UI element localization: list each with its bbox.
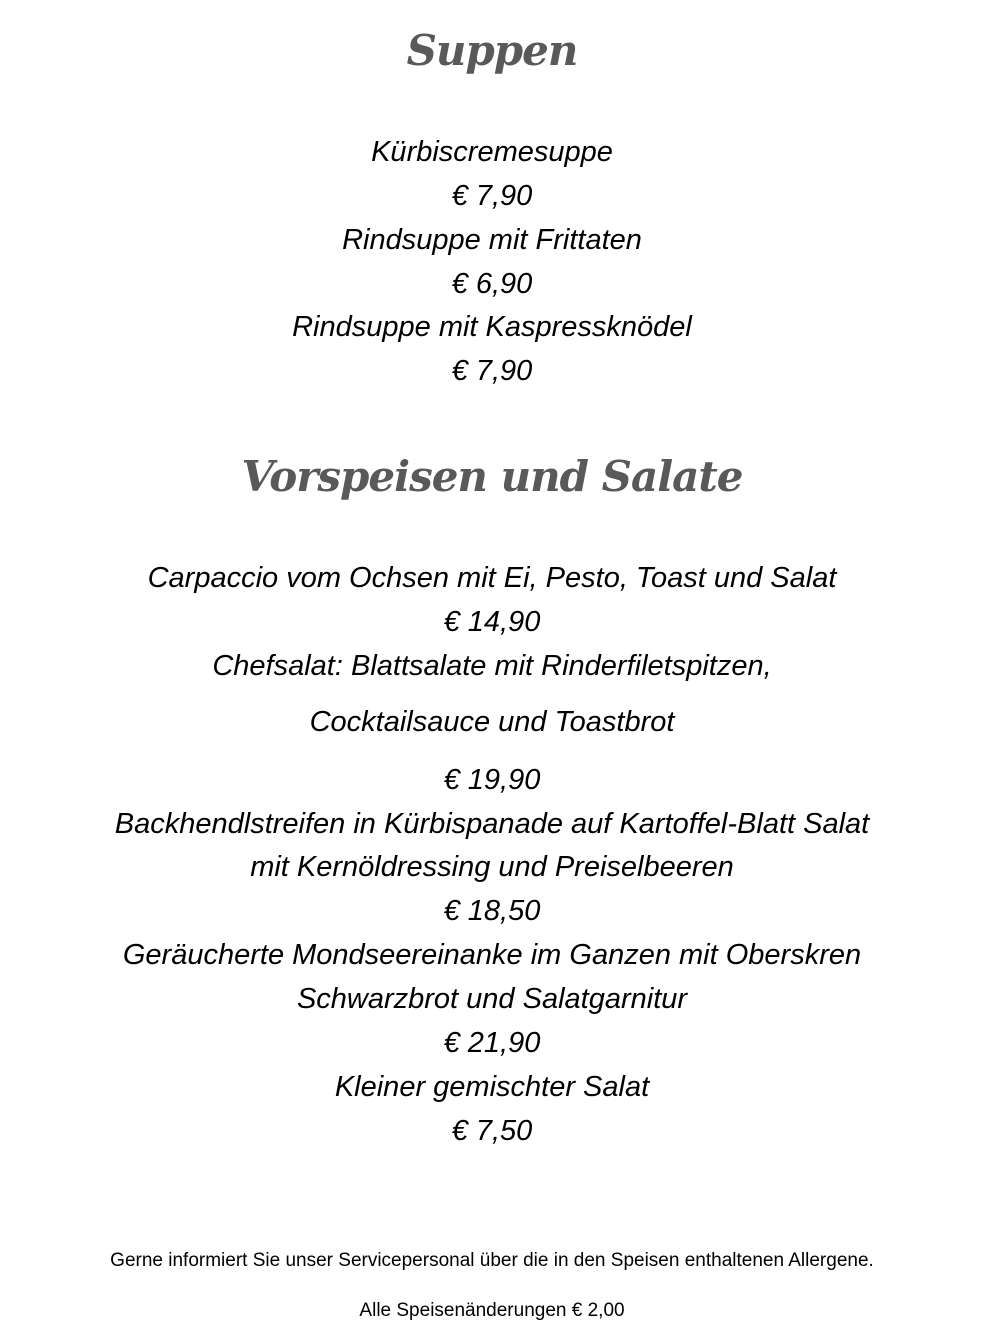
menu-item-price: € 19,90 <box>443 764 541 796</box>
menu-item-price: € 18,50 <box>443 895 541 927</box>
menu-item-name: Geräucherte Mondseereinanke im Ganzen mit Oberskren <box>122 939 862 971</box>
menu-item-price: € 14,90 <box>443 606 541 638</box>
menu-item-name: Chefsalat: Blattsalate mit Rinderfiletspitzen, <box>212 650 772 682</box>
allergen-note: Gerne informiert Sie unser Servicepersonal über die in den Speisen enthaltenen Allergene. <box>110 1250 874 1271</box>
changes-note: Alle Speisenänderungen € 2,00 <box>359 1300 625 1321</box>
menu-item-name: Rindsuppe mit Kaspressknödel <box>292 311 692 343</box>
menu-item-name: Rindsuppe mit Frittaten <box>342 224 642 256</box>
menu-item-price: € 7,90 <box>451 180 533 212</box>
section-title-suppen: Suppen <box>406 26 578 75</box>
menu-item-price: € 7,50 <box>451 1115 533 1147</box>
menu-item-name: mit Kernöldressing und Preiselbeeren <box>250 851 734 883</box>
menu-item-name: Schwarzbrot und Salatgarnitur <box>296 983 688 1015</box>
menu-item-price: € 7,90 <box>451 355 533 387</box>
menu-item-name: Cocktailsauce und Toastbrot <box>309 706 675 738</box>
menu-item-name: Kleiner gemischter Salat <box>334 1071 650 1103</box>
menu-item-price: € 6,90 <box>451 268 533 300</box>
menu-item-name: Kürbiscremesuppe <box>371 136 613 168</box>
menu-item-name: Carpaccio vom Ochsen mit Ei, Pesto, Toast und Salat <box>147 562 837 594</box>
section-title-vorspeisen-und-salate: Vorspeisen und Salate <box>241 452 743 501</box>
menu-item-name: Backhendlstreifen in Kürbispanade auf Kartoffel-Blatt Salat <box>114 808 870 840</box>
menu-item-price: € 21,90 <box>443 1027 541 1059</box>
